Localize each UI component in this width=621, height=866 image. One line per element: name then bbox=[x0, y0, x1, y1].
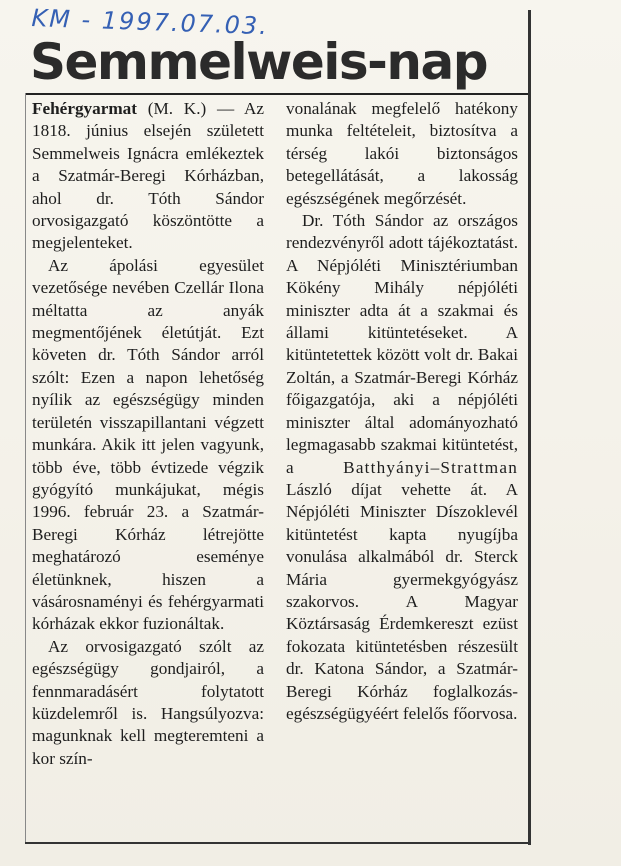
article-column-1 bbox=[32, 98, 264, 770]
article-paragraph-4: vonalának megfelelő hatékony munka feltételeit, biztosítva a térség lakói biztonságos betegellátását, a lakosság egészségének megőrzését. bbox=[286, 99, 518, 208]
article-column-2 bbox=[286, 98, 518, 725]
article-paragraph-5-part-a: Dr. Tóth Sándor az országos rendezvényről adott tájékoztatást. A Népjóléti Minisztériumban Kökény Mihály népjóléti miniszter adta át a szakmai és állami kitüntetéseket. A kitüntetettek között volt dr. Bakai Zoltán, a Szatmár-Beregi Kórház főigazgatója, aki a népjóléti miniszter által adományozható legmagasabb szakmai kitüntetést, a bbox=[286, 211, 518, 477]
article-paragraph-5 bbox=[286, 210, 518, 725]
award-name: Batthyányi–Strattman bbox=[343, 457, 518, 477]
frame-left-rule bbox=[25, 93, 26, 844]
frame-bottom-rule bbox=[25, 842, 530, 844]
headline: Semmelweis-nap bbox=[30, 33, 488, 91]
article-paragraph-1 bbox=[32, 98, 264, 255]
article-byline: Fehérgyarmat bbox=[32, 99, 137, 118]
article-paragraph-2: Az ápolási egyesület vezetősége nevében Czellár Ilona méltatta az anyák megmentőjének életútját. Ezt követen dr. Tóth Sándor arról szólt: Ezen a napon lehetőség nyílik az egészségügy minden területén visszapillantani végzett munkára. Akik itt jelen vagyunk, több éve, több évtizede végzik gyógyító munkájukat, mégis 1996. február 23. a Szatmár-Beregi Kórház létrejötte meghatározó eseménye életünknek, hiszen a vásárosnaményi és fehérgyarmati kórházak ekkor fuzionáltak. bbox=[32, 255, 264, 634]
handwritten-date-stamp: KM - 1997.07.03. bbox=[31, 4, 270, 41]
frame-right-rule bbox=[528, 10, 531, 845]
article-lead: (M. K.) — Az 1818. június elsején született Semmelweis Ignácra emlékeztek a Szatmár-Beregi Kórházban, ahol dr. Tóth Sándor orvosigazgató köszöntötte a megjelenteket. bbox=[32, 99, 264, 253]
article-paragraph-3: Az orvosigazgató szólt az egészségügy gondjairól, a fennmaradásért folytatott küzdelemről is. Hangsúlyozva: magunknak kell megteremteni a kor szín- bbox=[32, 636, 264, 768]
frame-top-rule bbox=[25, 93, 530, 95]
article-paragraph-5-part-c: László díjat vehette át. A Népjóléti Miniszter Díszoklevél kitüntetést kapta nyugíjba vonulása alkalmából dr. Sterck Mária gyermekgyógyász szakorvos. A Magyar Köztársaság Érdemkereszt ezüst fokozata kitüntetésben részesült dr. Katona Sándor, a Szatmár-Beregi Kórház foglalkozás-egészségügyéért felelős főorvosa. bbox=[286, 479, 518, 723]
